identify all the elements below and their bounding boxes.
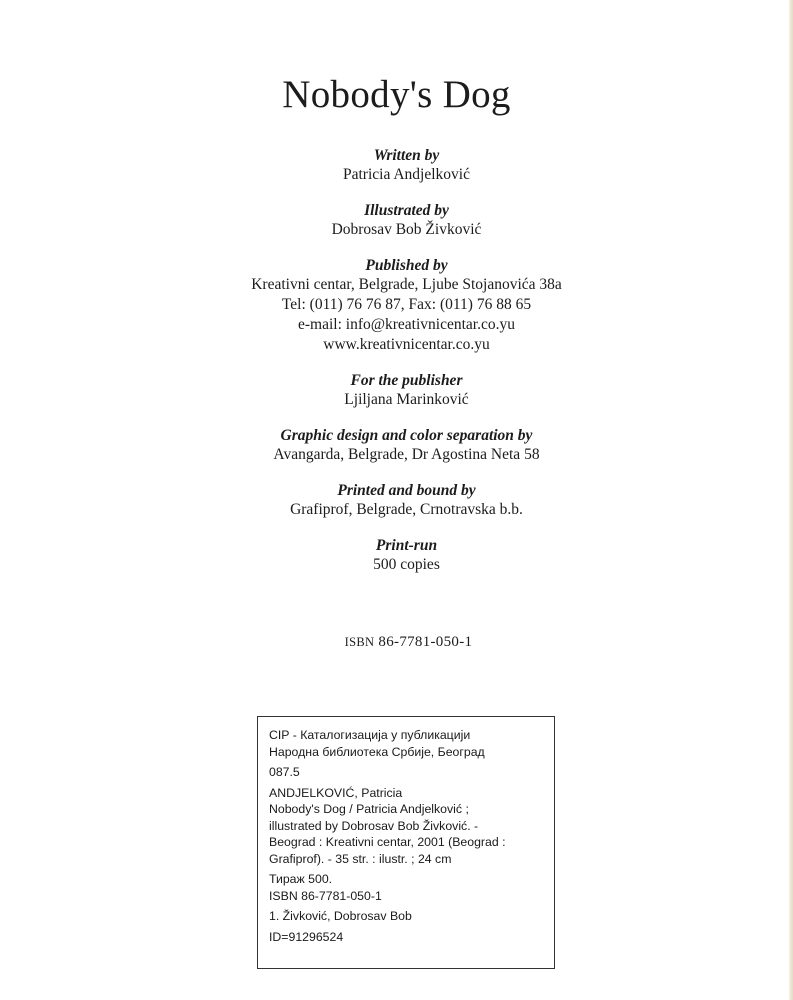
credit-illustrated-by: [0, 201, 793, 240]
credit-heading: Published by: [365, 257, 448, 274]
credit-written-by: [0, 146, 793, 185]
publisher-phone: Tel: (011) 76 76 87, Fax: (011) 76 88 65: [281, 296, 532, 313]
cip-line: Nobody's Dog / Patricia Andjelković ;: [269, 802, 469, 816]
credit-for-publisher: [0, 371, 793, 410]
cip-line: ANDJELKOVIĆ, Patricia: [269, 785, 403, 800]
credit-print-run: [0, 536, 793, 575]
cip-line: illustrated by Dobrosav Bob Živković. -: [269, 818, 479, 833]
credit-graphic-design: [0, 426, 793, 465]
credit-heading: Printed and bound by: [337, 482, 476, 499]
credit-heading: Written by: [373, 147, 440, 164]
publisher-email: e-mail: info@kreativnicentar.co.yu: [298, 316, 515, 333]
cip-line: Тираж 500.: [269, 872, 333, 886]
cip-line: ID=91296524: [269, 929, 344, 944]
cip-group-classification: [269, 764, 554, 781]
cip-group-id: [269, 929, 554, 946]
credit-heading: For the publisher: [350, 372, 463, 389]
isbn-number: 86-7781-050-1: [378, 634, 473, 650]
isbn-prefix: ISBN: [344, 635, 375, 649]
cip-line: 1. Živković, Dobrosav Bob: [269, 909, 412, 923]
credit-heading: Graphic design and color separation by: [280, 427, 533, 444]
book-title: Nobody's Dog: [282, 73, 511, 116]
cip-line: 087.5: [269, 765, 300, 779]
credit-published-by: [0, 256, 793, 355]
publisher-address: Kreativni centar, Belgrade, Ljube Stojanovića 38a: [251, 276, 562, 293]
cip-line: ISBN 86-7781-050-1: [269, 888, 382, 903]
cip-line: CIP - Каталогизација у публикацији: [269, 728, 471, 742]
credits-section: [0, 146, 793, 591]
cip-group-print: [269, 871, 554, 904]
publisher-website: www.kreativnicentar.co.yu: [323, 336, 490, 353]
isbn-line: [0, 634, 793, 651]
cip-box: [257, 716, 555, 969]
credit-heading: Illustrated by: [364, 202, 449, 219]
cip-group-header: [269, 727, 554, 760]
credit-line: Patricia Andjelković: [343, 166, 470, 183]
credit-line: Dobrosav Bob Živković: [331, 221, 482, 238]
credit-line: 500 copies: [373, 556, 440, 573]
cip-group-record: [269, 785, 554, 868]
credit-heading: Print-run: [375, 537, 438, 554]
credit-line: Grafiprof, Belgrade, Crnotravska b.b.: [290, 501, 523, 518]
cip-line: Народна библиотека Србије, Београд: [269, 744, 485, 759]
cip-line: Beograd : Kreativni centar, 2001 (Beograd :: [269, 835, 506, 849]
cip-group-index: [269, 908, 554, 925]
credit-printed-by: [0, 481, 793, 520]
cip-line: Grafiprof). - 35 str. : ilustr. ; 24 cm: [269, 851, 452, 866]
credit-line: Ljiljana Marinković: [344, 391, 469, 408]
credit-line: Avangarda, Belgrade, Dr Agostina Neta 58: [273, 446, 540, 463]
